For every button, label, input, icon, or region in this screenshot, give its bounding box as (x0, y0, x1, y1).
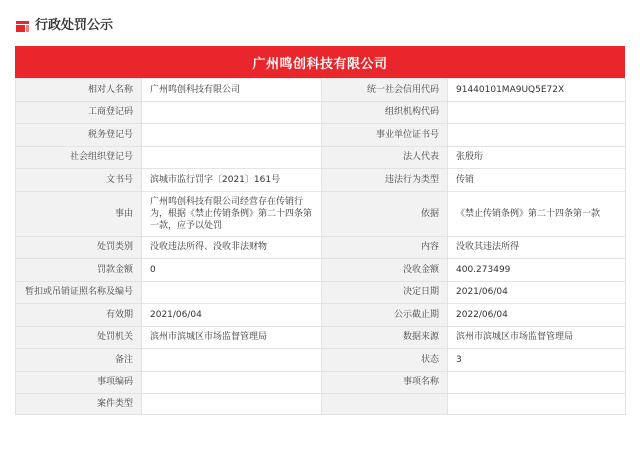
field-value (142, 371, 322, 394)
field-value: 没收违法所得、没收非法财物 (142, 236, 322, 259)
table-row (16, 124, 626, 147)
field-label: 处罚类别 (16, 236, 142, 259)
field-label: 决定日期 (322, 281, 448, 304)
field-value: 《禁止传销条例》第二十四条第一款 (448, 191, 626, 236)
field-label: 法人代表 (322, 146, 448, 169)
field-label: 文书号 (16, 169, 142, 192)
table-row (16, 146, 626, 169)
field-value: 2021/06/04 (142, 304, 322, 327)
field-label: 组织机构代码 (322, 101, 448, 124)
table-row (16, 304, 626, 327)
field-label: 违法行为类型 (322, 169, 448, 192)
table-row (16, 349, 626, 372)
field-label: 相对人名称 (16, 79, 142, 102)
field-value (448, 101, 626, 124)
document-icon (16, 21, 29, 32)
field-label: 税务登记号 (16, 124, 142, 147)
field-label: 数据来源 (322, 326, 448, 349)
field-value: 滨州市滨城区市场监督管理局 (448, 326, 626, 349)
field-value (448, 124, 626, 147)
field-label: 状态 (322, 349, 448, 372)
field-label: 罚款金额 (16, 259, 142, 282)
field-label: 案件类型 (16, 394, 142, 415)
table-row (16, 281, 626, 304)
field-label: 事项编码 (16, 371, 142, 394)
table-row (16, 101, 626, 124)
field-label: 内容 (322, 236, 448, 259)
table-row (16, 394, 626, 415)
field-value (142, 394, 322, 415)
field-label: 公示截止期 (322, 304, 448, 327)
field-value (142, 349, 322, 372)
table-row (16, 326, 626, 349)
field-label: 事业单位证书号 (322, 124, 448, 147)
field-value: 没收其违法所得 (448, 236, 626, 259)
field-label: 有效期 (16, 304, 142, 327)
field-value: 滨城市监行罚字〔2021〕161号 (142, 169, 322, 192)
field-label (322, 394, 448, 415)
table-row (16, 191, 626, 236)
field-label: 事由 (16, 191, 142, 236)
field-label: 工商登记码 (16, 101, 142, 124)
field-label: 依据 (322, 191, 448, 236)
field-value (448, 394, 626, 415)
field-label: 没收金额 (322, 259, 448, 282)
field-value: 2022/06/04 (448, 304, 626, 327)
field-value (448, 371, 626, 394)
field-value: 400.273499 (448, 259, 626, 282)
table-row (16, 259, 626, 282)
table-row (16, 371, 626, 394)
field-label: 事项名称 (322, 371, 448, 394)
field-value: 0 (142, 259, 322, 282)
field-value: 张殷珩 (448, 146, 626, 169)
field-value: 广州鸣创科技有限公司经营存在传销行为，根据《禁止传销条例》第二十四条第一款，应予以处罚 (142, 191, 322, 236)
page-title: 行政处罚公示 (35, 18, 114, 33)
table-row (16, 169, 626, 192)
field-value: 2021/06/04 (448, 281, 626, 304)
field-label: 社会组织登记号 (16, 146, 142, 169)
field-label: 处罚机关 (16, 326, 142, 349)
table-row (16, 79, 626, 102)
penalty-info-table (15, 78, 626, 415)
field-label: 统一社会信用代码 (322, 79, 448, 102)
table-row (16, 236, 626, 259)
page-header (0, 0, 640, 46)
field-label: 暂扣或吊销证照名称及编号 (16, 281, 142, 304)
field-value (142, 146, 322, 169)
field-value (142, 124, 322, 147)
field-value: 广州鸣创科技有限公司 (142, 79, 322, 102)
field-value: 滨州市滨城区市场监督管理局 (142, 326, 322, 349)
field-value: 3 (448, 349, 626, 372)
field-value: 传销 (448, 169, 626, 192)
field-value: 91440101MA9UQ5E72X (448, 79, 626, 102)
field-label: 备注 (16, 349, 142, 372)
field-value (142, 281, 322, 304)
field-value (142, 101, 322, 124)
company-name-banner: 广州鸣创科技有限公司 (15, 46, 625, 78)
